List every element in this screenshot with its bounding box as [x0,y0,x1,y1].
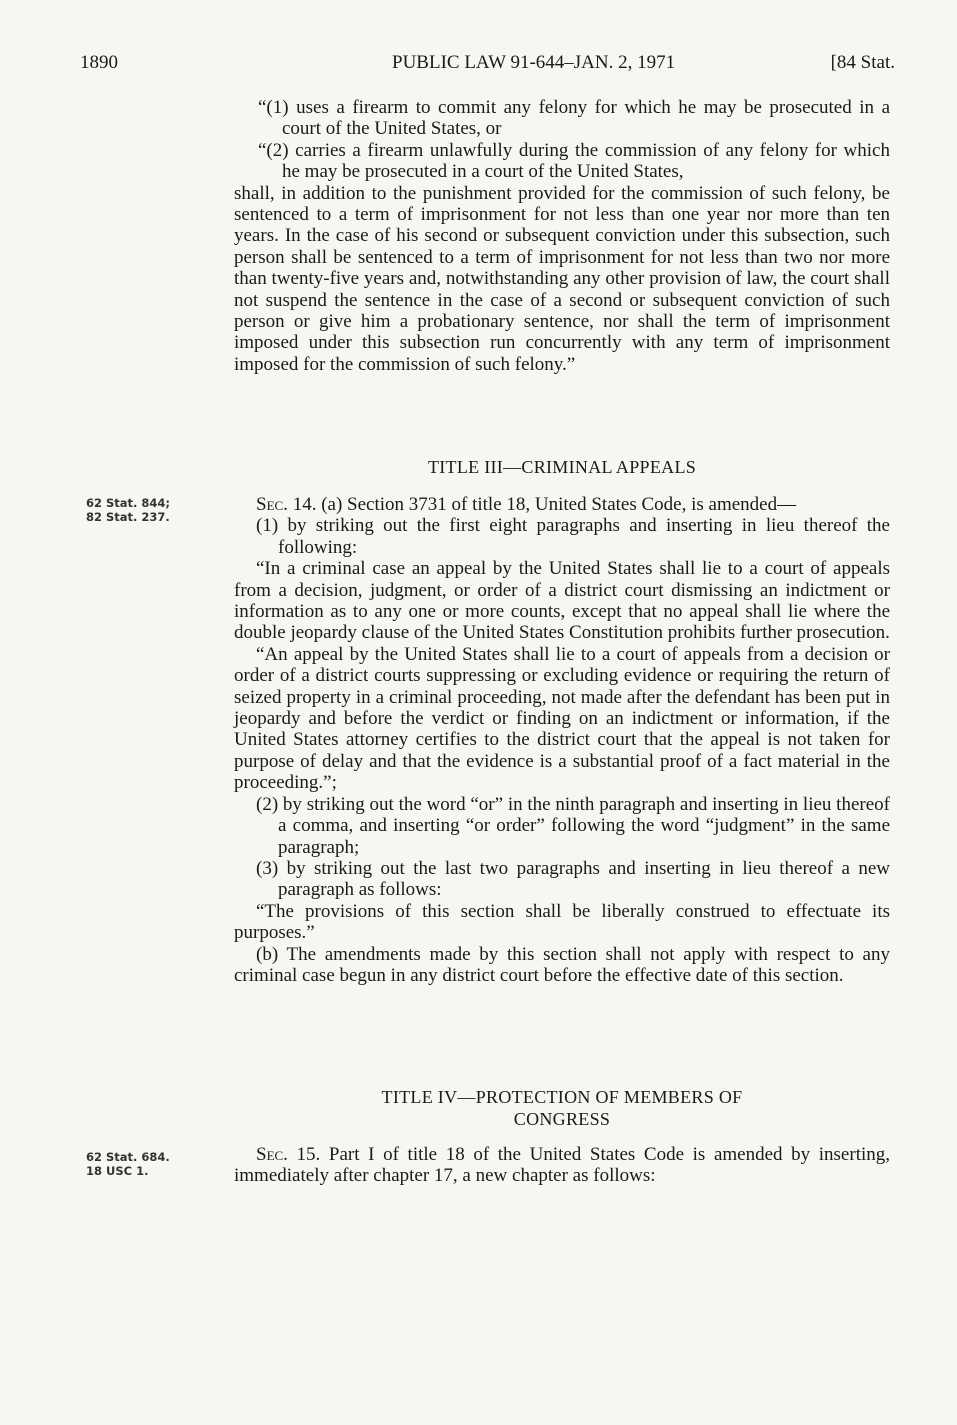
page-header [80,52,895,78]
page-number: 1890 [80,52,118,73]
section-label: Sec. [256,494,288,515]
section-label: Sec. [256,1144,288,1165]
section-15 [234,1144,890,1187]
subsection-b: (b) The amendments made by this section shall not apply with respect to any criminal case begun in any district court before the effective date of this section. [234,943,890,986]
title-3-heading: TITLE III—CRIMINAL APPEALS [427,457,697,477]
running-title: PUBLIC LAW 91-644–JAN. 2, 1971 [392,52,676,73]
statute-reference: [84 Stat. [830,52,895,73]
title-4-heading-line-1: TITLE IV—PROTECTION OF MEMBERS OF [381,1087,743,1107]
margin-note-line: 82 Stat. 237. [86,510,170,524]
margin-note-section-14 [86,496,206,524]
title-4-heading-line-2: CONGRESS [513,1109,611,1129]
section-14-intro [234,494,890,515]
section-14-text: 14. (a) Section 3731 of title 18, United States Code, is amended— [287,494,797,515]
quoted-paragraph-2: “An appeal by the United States shall lie to a court of appeals from a decision or order of a district courts suppressing or excluding evidence or requiring the return of seized property in a criminal proceeding, not made after the defendant has been put in jeopardy and before the verdict or finding on an indictment or information, if the United States attorney certifies to the district court that the appeal is not taken for purpose of delay and that the evidence is a substantial proof of a fact material in the proceeding.”; [234,643,890,794]
section-15-body: 15. Part I of title 18 of the United States Code is amended by inserting, immediately after chapter 17, a new chapter as follows: [234,1144,890,1187]
section-15-text [234,1144,890,1187]
quoted-paragraph-1: “In a criminal case an appeal by the United States shall lie to a court of appeals from a decision, judgment, or order of a district court dismissing an indictment or information as to any one or more counts, except that no appeal shall lie where the double jeopardy clause of the United States Constitution prohibits further prosecution. [234,558,890,644]
section-14 [234,494,890,986]
amendment-item-3: (3) by striking out the last two paragraphs and inserting in lieu thereof a new paragraph as follows: [256,857,890,901]
clause-1: “(1) uses a firearm to commit any felony for which he may be prosecuted in a court of the United States, or [258,97,890,140]
margin-note-line: 18 USC 1. [86,1164,149,1178]
quoted-paragraph-3: “The provisions of this section shall be liberally construed to effectuate its purposes.” [234,900,890,944]
margin-note-line: 62 Stat. 684. [86,1150,170,1164]
margin-note-line: 62 Stat. 844; [86,496,171,510]
title-4-heading-block [234,1086,890,1130]
amendment-item-1: (1) by striking out the first eight paragraphs and inserting in lieu thereof the following: [256,515,890,558]
penalty-paragraph: shall, in addition to the punishment provided for the commission of such felony, be sentenced to a term of imprisonment for not less than one year nor more than ten years. In the case of his second or subsequent conviction under this subsection, such person shall be sentenced to a term of imprisonment for not less than two nor more than twenty-five years and, notwithstanding any other provision of law, the court shall not suspend the sentence in the case of a second or subsequent conviction of such person or give him a probationary sentence, nor shall the term of imprisonment imposed under this subsection run concurrently with any term of imprisonment imposed for the commission of such felony.” [234,182,890,375]
title-3-heading-block [234,457,890,478]
amendment-item-2: (2) by striking out the word “or” in the ninth paragraph and inserting in lieu thereof a comma, and inserting “or order” following the word “judgment” in the same paragraph; [256,793,890,858]
section-13-continuation [234,97,890,375]
margin-note-section-15 [86,1150,206,1178]
clause-2: “(2) carries a firearm unlawfully during the commission of any felony for which he may be prosecuted in a court of the United States, [258,139,890,183]
